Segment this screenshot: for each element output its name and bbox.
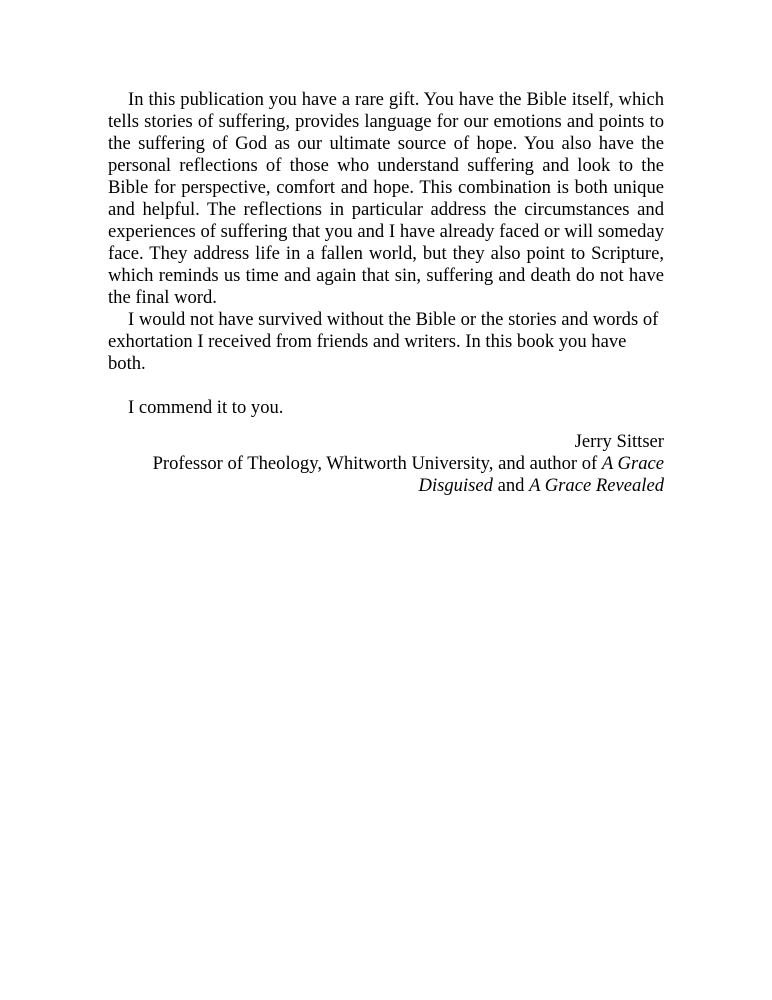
- author-title: Professor of Theology, Whitworth University, and author of: [152, 453, 602, 474]
- conjunction: and: [492, 475, 530, 496]
- commendation: I commend it to you.: [128, 397, 284, 418]
- paragraph-1: In this publication you have a rare gift. You have the Bible itself, which tells stories of suffering, provides language for our emotions and points to the suffering of God as our ultimate source of hope. You also have the personal reflections of those who understand suffering and look to the Bible for perspective, comfort and hope. This combination is both unique and helpful. The reflections in particular address the circumstances and experiences of suffering that you and I have already faced or will someday face. They address life in a fallen world, but they also point to Scripture, which reminds us time and again that sin, suffering and death do not have the final word.: [108, 89, 664, 308]
- book-title-1b: Disguised: [418, 475, 493, 496]
- paragraph-2: I would not have survived without the Bible or the stories and words of exhortation I received from friends and writers. In this book you have both.: [108, 309, 659, 374]
- author-title-line: [108, 453, 664, 475]
- author-books-line: [108, 475, 664, 497]
- author-name: Jerry Sittser: [574, 431, 664, 452]
- foreword-text: [108, 89, 664, 497]
- signature-block: [108, 431, 664, 497]
- book-title-2: A Grace Revealed: [529, 475, 664, 496]
- book-title-1a: A Grace: [601, 453, 664, 474]
